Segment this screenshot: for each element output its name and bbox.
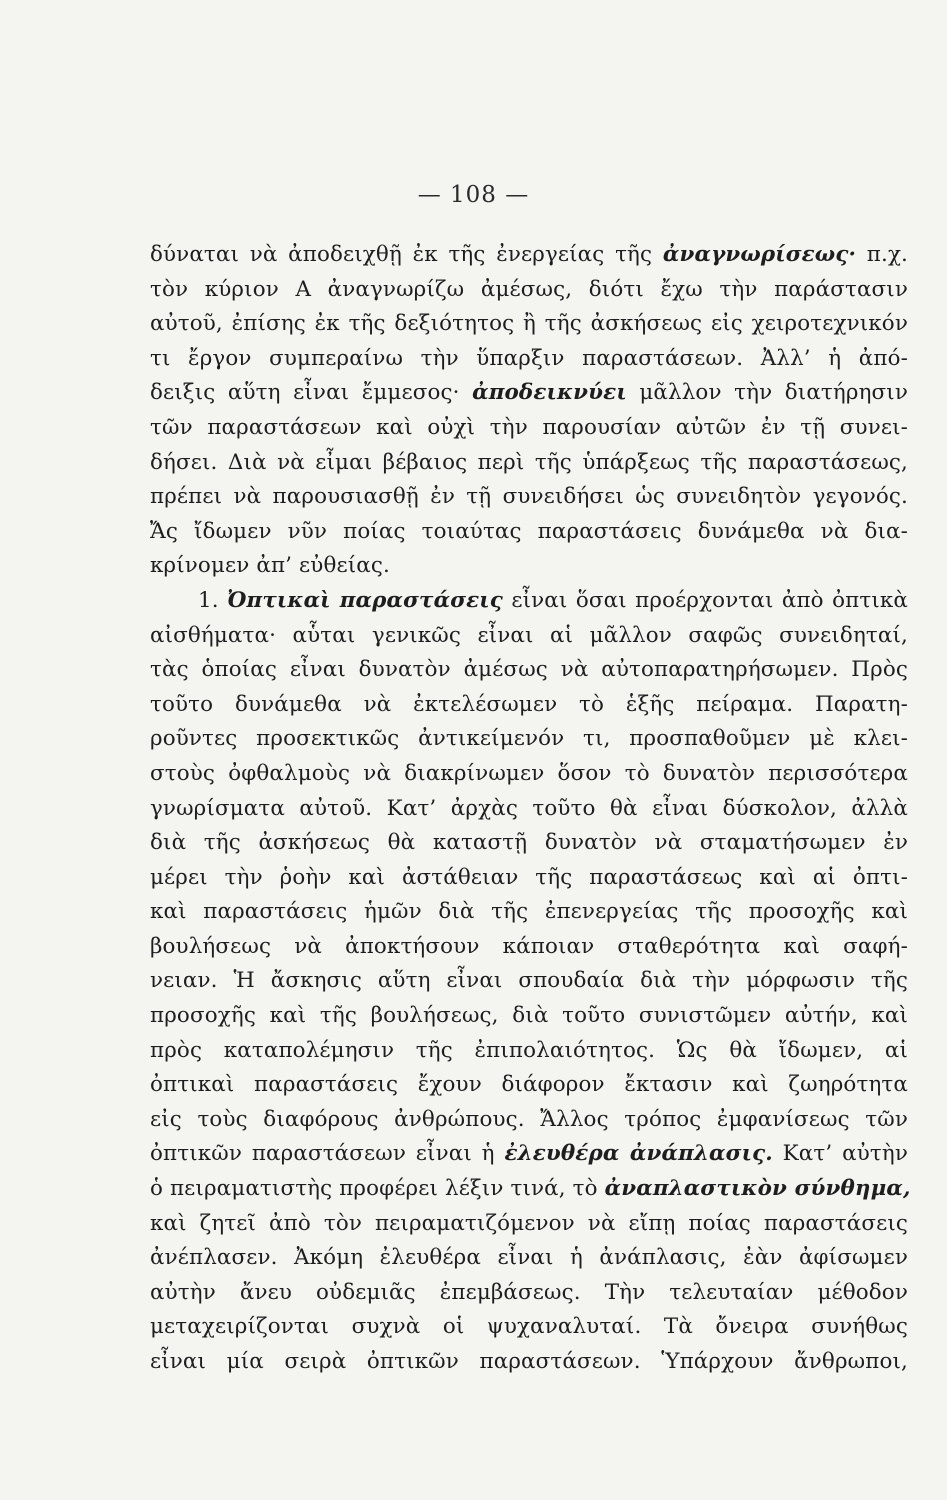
text-segment: μέρει τὴν ῥοὴν καὶ ἀστάθειαν τῆς παραστάσεως καὶ αἱ ὀπτι- xyxy=(150,864,908,890)
text-segment: καὶ παραστάσεις ἡμῶν διὰ τῆς ἐπενεργείας τῆς προσοχῆς καὶ xyxy=(150,899,908,925)
text-line xyxy=(150,273,908,308)
text-line xyxy=(150,722,908,757)
text-segment: αὐτοῦ, ἐπίσης ἐκ τῆς δεξιότητος ἢ τῆς ἀσκήσεως εἰς χειροτεχνικόν xyxy=(150,311,908,337)
text-segment: 1. xyxy=(198,587,228,613)
text-segment: πρὸς καταπολέμησιν τῆς ἐπιπολαιότητος. Ὡς θὰ ἴδωμεν, αἱ xyxy=(150,1037,908,1063)
text-segment: νειαν. Ἡ ἄσκησις αὕτη εἶναι σπουδαία διὰ τὴν μόρφωσιν τῆς xyxy=(150,968,908,994)
text-line xyxy=(150,792,908,827)
text-line xyxy=(150,307,908,342)
text-line xyxy=(150,376,908,411)
text-segment: μεταχειρίζονται συχνὰ οἱ ψυχαναλυταί. Τὰ ὄνειρα συνήθως xyxy=(150,1314,908,1340)
text-segment: εἰς τοὺς διαφόρους ἀνθρώπους. Ἄλλος τρόπος ἐμφανίσεως τῶν xyxy=(150,1106,908,1132)
text-segment: δειξις αὕτη εἶναι ἔμμεσος· xyxy=(150,380,473,406)
text-segment: ροῦντες προσεκτικῶς ἀντικείμενόν τι, προσπαθοῦμεν μὲ κλει- xyxy=(150,726,908,752)
text-line xyxy=(150,895,908,930)
text-line xyxy=(150,964,908,999)
text-line xyxy=(150,584,908,619)
emphasized-term: ἀποδεικνύει xyxy=(472,380,627,406)
text-segment: Ἄς ἴδωμεν νῦν ποίας τοιαύτας παραστάσεις δυνάμεθα νὰ δια- xyxy=(150,518,908,544)
text-segment: Κατ’ αὐτὴν xyxy=(772,1141,908,1167)
text-segment: π.χ. xyxy=(856,242,909,267)
text-line xyxy=(150,1241,908,1276)
text-segment: ἀνέπλασεν. Ἀκόμη ἐλευθέρα εἶναι ἡ ἀνάπλασις, ἐὰν ἀφίσωμεν xyxy=(150,1245,908,1271)
emphasized-term: ἀναγνωρίσεως· xyxy=(662,242,857,267)
text-line xyxy=(150,861,908,896)
text-segment: διὰ τῆς ἀσκήσεως θὰ καταστῇ δυνατὸν νὰ σταματήσωμεν ἐν xyxy=(150,830,908,856)
text-line xyxy=(150,1310,908,1345)
text-line xyxy=(150,688,908,723)
text-line xyxy=(150,238,908,273)
text-segment: ὁ πειραματιστὴς προφέρει λέξιν τινά, τὸ xyxy=(150,1176,605,1202)
text-segment: εἶναι μία σειρὰ ὀπτικῶν παραστάσεων. Ὑπάρχουν ἄνθρωποι, xyxy=(150,1349,908,1374)
text-segment: αὐτὴν ἄνευ οὐδεμιᾶς ἐπεμβάσεως. Τὴν τελευταίαν μέθοδον xyxy=(150,1279,908,1305)
emphasized-term: ἀναπλαστικὸν σύνθημα, xyxy=(604,1176,911,1202)
text-line xyxy=(150,1276,908,1311)
text-line xyxy=(150,1207,908,1242)
text-line xyxy=(150,930,908,965)
text-segment: εἶναι ὅσαι προέρχονται ἀπὸ ὀπτικὰ xyxy=(502,587,908,613)
text-segment: αἰσθήματα· αὗται γενικῶς εἶναι αἱ μᾶλλον σαφῶς συνειδηταί, xyxy=(150,622,908,648)
text-line xyxy=(150,342,908,377)
text-line xyxy=(150,515,908,550)
text-line xyxy=(150,653,908,688)
text-line xyxy=(150,1172,911,1207)
text-line xyxy=(150,1345,908,1380)
text-segment: ὀπτικαὶ παραστάσεις ἔχουν διάφορον ἔκτασιν καὶ ζωηρότητα xyxy=(150,1072,908,1098)
text-line xyxy=(150,480,908,515)
body-text xyxy=(150,238,911,1380)
text-line xyxy=(150,757,908,792)
text-segment: καὶ ζητεῖ ἀπὸ τὸν πειραματιζόμενον νὰ εἴπῃ ποίας παραστάσεις xyxy=(150,1210,908,1236)
text-segment: κρίνομεν ἀπ’ εὐθείας. xyxy=(150,553,390,579)
text-segment: τῶν παραστάσεων καὶ οὐχὶ τὴν παρουσίαν αὐτῶν ἐν τῇ συνει- xyxy=(150,414,908,440)
text-segment: βουλήσεως νὰ ἀποκτήσουν κάποιαν σταθερότητα καὶ σαφή- xyxy=(150,933,908,959)
text-segment: δήσει. Διὰ νὰ εἶμαι βέβαιος περὶ τῆς ὑπάρξεως τῆς παραστάσεως, xyxy=(150,449,908,475)
text-line xyxy=(150,1137,908,1172)
text-segment: ὀπτικῶν παραστάσεων εἶναι ἡ xyxy=(150,1141,505,1167)
emphasized-term: Ὀπτικαὶ παραστάσεις xyxy=(227,587,503,613)
text-segment: τὸν κύριον Α ἀναγνωρίζω ἀμέσως, διότι ἔχω τὴν παράστασιν xyxy=(150,276,908,302)
text-segment: γνωρίσματα αὐτοῦ. Κατ’ ἀρχὰς τοῦτο θὰ εἶναι δύσκολον, ἀλλὰ xyxy=(150,795,908,821)
text-line xyxy=(150,446,908,481)
text-segment: στοὺς ὀφθαλμοὺς νὰ διακρίνωμεν ὅσον τὸ δυνατὸν περισσότερα xyxy=(150,760,908,786)
page-number: — 108 — xyxy=(417,182,530,208)
text-line xyxy=(150,1034,908,1069)
text-line xyxy=(150,1103,908,1138)
text-segment: τὰς ὁποίας εἶναι δυνατὸν ἀμέσως νὰ αὐτοπαρατηρήσωμεν. Πρὸς xyxy=(150,657,908,683)
text-line xyxy=(150,826,908,861)
text-segment: μᾶλλον τὴν διατήρησιν xyxy=(626,380,908,406)
text-line xyxy=(150,549,908,584)
text-segment: δύναται νὰ ἀποδειχθῇ ἐκ τῆς ἐνεργείας τῆς xyxy=(150,242,663,267)
text-line xyxy=(150,1068,908,1103)
text-line xyxy=(150,619,908,654)
emphasized-term: ἐλευθέρα ἀνάπλασις. xyxy=(504,1141,773,1167)
text-line xyxy=(150,411,908,446)
text-segment: πρέπει νὰ παρουσιασθῇ ἐν τῇ συνειδήσει ὡς συνειδητὸν γεγονός. xyxy=(150,484,908,510)
text-segment: τοῦτο δυνάμεθα νὰ ἐκτελέσωμεν τὸ ἑξῆς πείραμα. Παρατη- xyxy=(150,691,908,717)
text-segment: τι ἔργον συμπεραίνω τὴν ὕπαρξιν παραστάσεων. Ἀλλ’ ἡ ἀπό- xyxy=(150,345,908,371)
text-segment: προσοχῆς καὶ τῆς βουλήσεως, διὰ τοῦτο συνιστῶμεν αὐτήν, καὶ xyxy=(150,1003,908,1029)
text-line xyxy=(150,999,908,1034)
